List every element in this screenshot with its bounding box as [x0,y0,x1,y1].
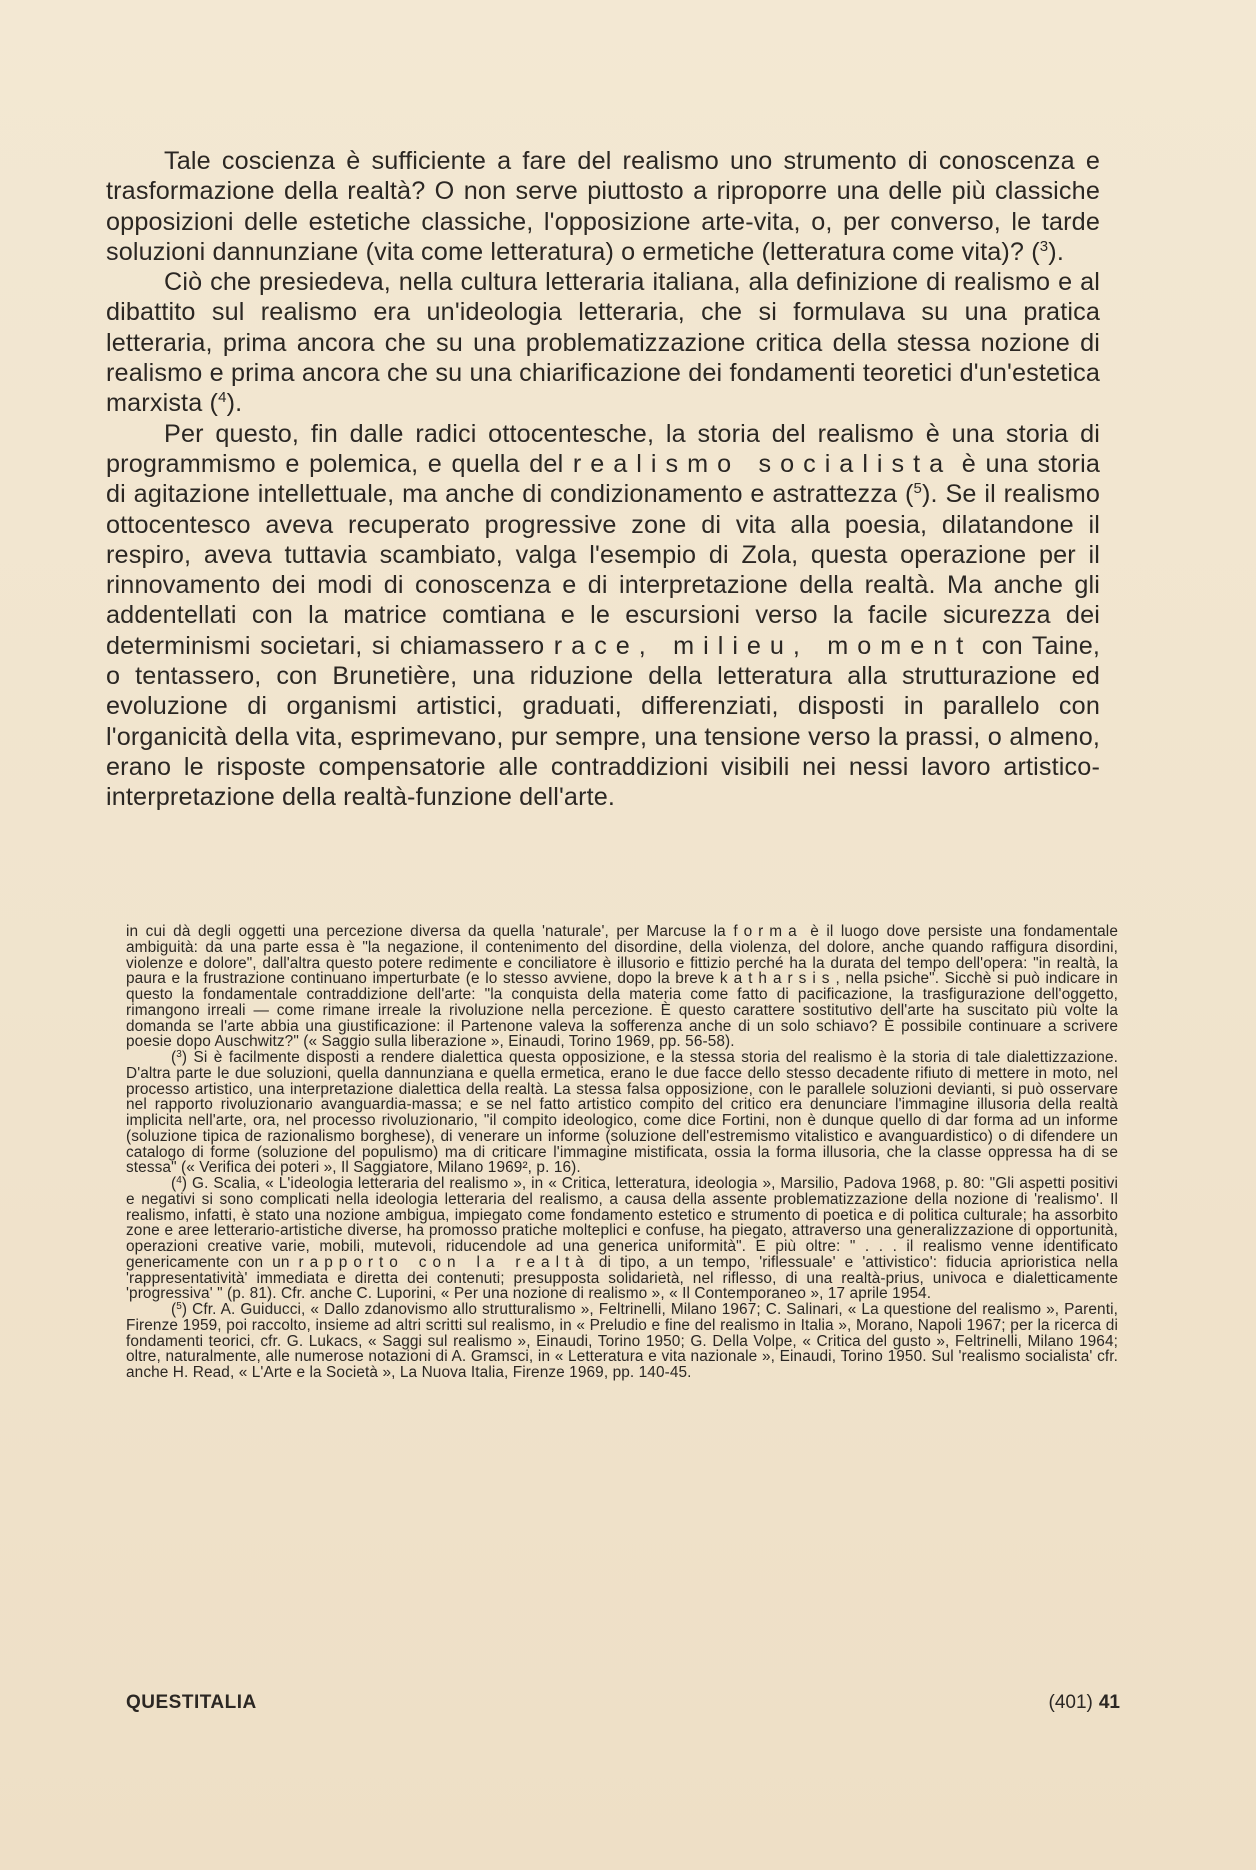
paragraph-3: Per questo, fin dalle radici ottocentesche, la storia del realismo è una storia di programmismo e polemica, e quella del realismo socialista è una storia di agitazione intellettuale, ma anche di condizionamento e astrattezza ($^5$). Se il realismo ottocentesco aveva recuperato progressive zone di vita alla poesia, dilatandone il respiro, aveva tuttavia scambiato, valga l'esempio di Zola, questa operazione per il rinnovamento dei modi di conoscenza e di interpretazione della realtà. Ma anche gli addentellati con la matrice comtiana e le escursioni verso la facile sicurezza dei determinismi societari, si chiamassero race, milieu, moment con Taine, o tentassero, con Brunetière, una riduzione della letteratura alla strutturazione ed evoluzione di organismi artistici, graduati, differenziati, disposti in parallelo con l'organicità della vita, esprimevano, pur sempre, una tensione verso la prassi, o almeno, erano le risposte compensatorie alle contraddizioni visibili nei nessi lavoro artistico-interpretazione della realtà-funzione dell'arte. [106,419,1100,812]
page-number-block [1049,1692,1121,1714]
footnote-label: 5 [176,1301,182,1312]
main-text [106,146,1100,813]
footnote-3: ($^3$) Si è facilmente disposti a rendere dialettica questa opposizione, e la stessa storia del realismo è la storia di tale dialettizzazione. D'altra parte le due soluzioni, quella dannunziana e quella ermetica, erano le due facce dello stesso decadente rifiuto di mettere in moto, nel processo artistico, una interpretazione dialettica della realtà. La stessa falsa opposizione, con le parallele soluzioni devianti, si può osservare nel rapporto rivoluzionario avanguardia-massa; e se nel fatto artistico compito del critico era denunciare l'immagine illusoria della realtà implicita nell'arte, ora, nel processo rivoluzionario, "il compito ideologico, come dice Fortini, non è dunque quello di dar forma ad un informe (soluzione tipica de razionalismo borghese), di venerare un informe (soluzione dell'estremismo vitalistico e avanguardistico) o di difendere un catalogo di forme (soluzione del populismo) ma di criticare l'immagine mistificata, ossia la forma illusoria, che la classe oppressa ha di se stessa" (« Verifica dei poteri », Il Saggiatore, Milano 1969², p. 16). [126,1049,1118,1177]
footnotes [126,924,1118,1381]
footnote-label: 3 [176,1049,182,1060]
spaced-term: race, milieu, moment [553,631,973,660]
footnote-ref-3[interactable]: 3 [1039,237,1049,255]
spaced-term: forma [733,923,803,940]
footnote-5: ($^5$) Cfr. A. Guiducci, « Dallo zdanovismo allo strutturalismo », Feltrinelli, Milano 1967; C. Salinari, « La questione del realismo », Parenti, Firenze 1959, poi raccolto, insieme ad altri scritti sul realismo, in « Preludio e fine del realismo in Italia », Morano, Napoli 1967; per la ricerca di fondamenti teorici, cfr. G. Lukacs, « Saggi sul realismo », Einaudi, Torino 1950; G. Della Volpe, « Critica del gusto », Feltrinelli, Milano 1964; oltre, naturalmente, alle numerose notazioni di A. Gramsci, in « Letteratura e vita nazionale », Einaudi, Torino 1950. Sul 'realismo socialista' cfr. anche H. Read, « L'Arte e la Società », La Nuova Italia, Firenze 1969, pp. 140-45. [126,1301,1118,1381]
paragraph-1: Tale coscienza è sufficiente a fare del realismo uno strumento di conoscenza e trasformazione della realtà? O non serve piuttosto a riproporre una delle più classiche opposizioni delle estetiche classiche, l'opposizione arte-vita, o, per converso, le tarde soluzioni dannunziane (vita come letteratura) o ermetiche (letteratura come vita)? ($^3$). [106,147,1100,266]
paragraph-2: Ciò che presiedeva, nella cultura letteraria italiana, alla definizione di realismo e al dibattito sul realismo era un'ideologia letteraria, che si formulava su una pratica letteraria, prima ancora che su una problematizzazione critica della stessa nozione di realismo e prima ancora che su una chiarificazione dei fondamenti teoretici d'un'estetica marxista ($^4$). [106,268,1100,418]
spaced-term: realismo socialista [572,449,953,478]
spaced-term: katharsis [719,970,836,988]
footnote-4: ($^4$) G. Scalia, « L'ideologia letteraria del realismo », in « Critica, letteratura, ideologia », Marsilio, Padova 1968, p. 80: "Gli aspetti positivi e negativi si sono complicati nella ideologia letteraria del realismo, a causa della assente problematizzazione della nozione di 'realismo'. Il realismo, infatti, è stato una nozione ambigua, impiegato come fondamento estetico e strumento di poetica e di politica culturale; ha assorbito zone e aree letterario-artistiche diverse, ha promosso pratiche molteplici e confuse, ha piegato, attraverso una generalizzazione di opportunità, operazioni creative varie, mobili, mutevoli, riducendole ad una generica uniformità". E più oltre: " . . . il realismo venne identificato genericamente con un rapporto con la realtà di tipo, a un tempo, 'riflessuale' e 'attivistico': fiducia aprioristica nella 'rappresentatività' immediata e diretta dei contenuti; presupposta solidarietà, nel riflesso, di una realtà-prius, univoca e dialetticamente 'progressiva' " (p. 81). Cfr. anche C. Luporini, « Per una nozione di realismo », « Il Contemporaneo », 17 aprile 1954. [126,1175,1118,1303]
footnote-label: 4 [176,1175,182,1186]
footnote-ref-4[interactable]: 4 [218,389,227,407]
spaced-term: rapporto con la realtà [298,1253,590,1271]
page-number: 41 [1098,1692,1120,1713]
footnote-continuation: in cui dà degli oggetti una percezione diversa da quella 'naturale', per Marcuse la forma è il luogo dove persiste una fondamentale ambiguità: da una parte essa è "la negazione, il contenimento del disordine, della violenza, del dolore, anche quando raffigura disordini, violenze e dolore", dall'altra questo potere redimente e conciliatore è illusorio e fittizio perché ha la durata del tempo dell'opera: "in realtà, la paura e la frustrazione continuano imperturbate (e lo stesso avviene, dopo la breve katharsis, nella psiche". Sicchè si può indicare in questo la fondamentale contraddizione dell'arte: "la conquista della materia come fatto di pacificazione, la trasfigurazione dell'oggetto, rimangono irreali — come rimane irreale la rivoluzione nella percezione. È questo carattere sostitutivo dell'arte ha suscitato più volte la domanda se l'arte abbia una giustificazione: il Partenone valeva la sofferenza anche di un solo schiavo? È possibile continuare a scrivere poesie dopo Auschwitz?" (« Saggio sulla liberazione », Einaudi, Torino 1969, pp. 56-58). [126,923,1118,1051]
journal-title: QUESTITALIA [126,1692,257,1713]
footnote-ref-5[interactable]: 5 [913,480,923,498]
issue-page: (401) [1048,1692,1093,1713]
